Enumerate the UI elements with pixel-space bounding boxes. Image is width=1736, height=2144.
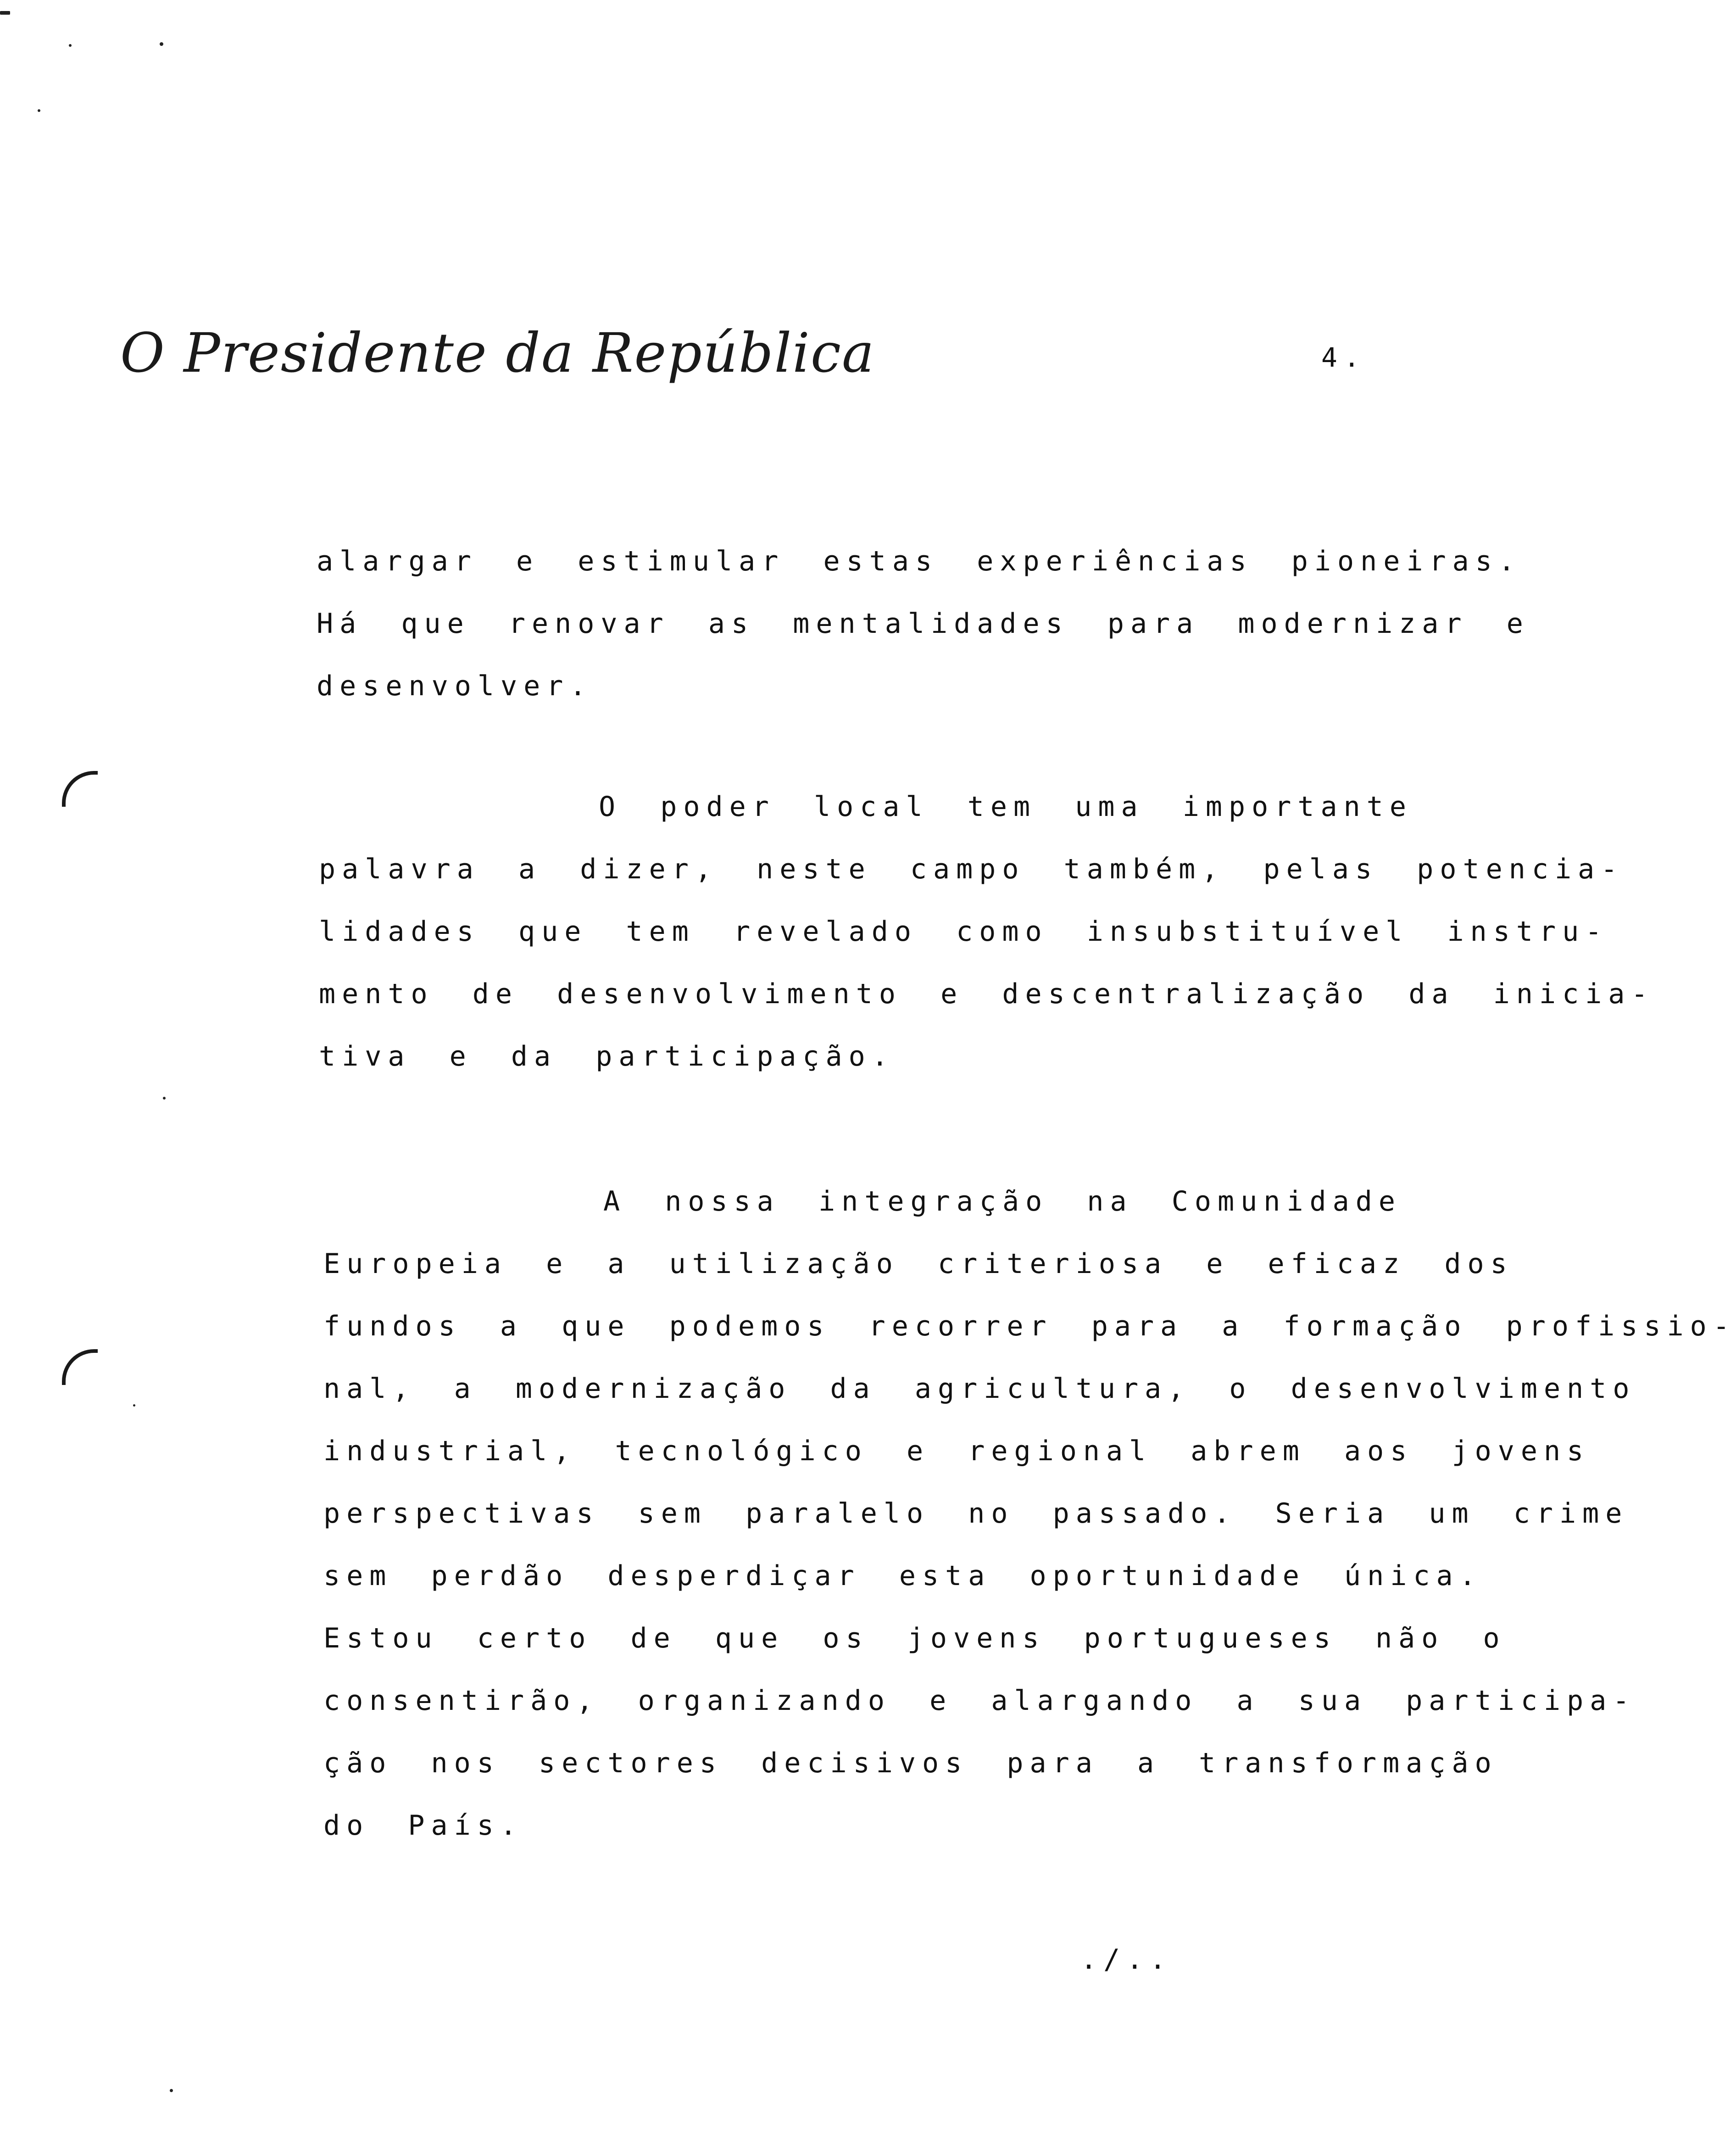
text-line: industrial, tecnológico e regional abrem aos jovens [323, 1435, 1590, 1467]
scan-speck [163, 1097, 166, 1100]
paragraph-3 [323, 1170, 1736, 1857]
text-line: fundos a que podemos recorrer para a formação profissio- [323, 1310, 1736, 1342]
text-line: perspectivas sem paralelo no passado. Seria um crime [323, 1497, 1629, 1530]
text-line: ção nos sectores decisivos para a transformação [323, 1747, 1498, 1779]
letterhead: O Presidente da República [120, 321, 875, 385]
scan-speck [160, 42, 163, 46]
page-number: 4. [1321, 342, 1366, 373]
text-line: Há que renovar as mentalidades para modernizar e [317, 608, 1530, 640]
scan-speck [69, 44, 72, 47]
text-line: do País. [323, 1809, 523, 1842]
text-line: alargar e estimular estas experiências pioneiras. [317, 545, 1522, 577]
text-line: lidades que tem revelado como insubstituível instru- [319, 916, 1608, 948]
paragraph-1 [317, 530, 1530, 717]
text-line: consentirão, organizando e alargando a sua participa- [323, 1685, 1636, 1717]
paragraph-2 [319, 776, 1654, 1088]
scan-speck [38, 109, 40, 112]
continuation-mark: ./.. [1080, 1943, 1173, 1976]
scan-speck [133, 1404, 135, 1407]
text-line: nal, a modernização da agricultura, o desenvolvimento [323, 1373, 1636, 1405]
binder-mark [62, 771, 98, 807]
binder-mark [62, 1349, 98, 1385]
text-line: mento de desenvolvimento e descentralização da inicia- [319, 978, 1654, 1010]
text-line: desenvolver. [317, 670, 593, 702]
text-line: sem perdão desperdiçar esta oportunidade única. [323, 1560, 1482, 1592]
text-line: O poder local tem uma importante [599, 791, 1413, 823]
text-line: palavra a dizer, neste campo também, pelas potencia- [319, 853, 1624, 885]
text-line: tiva e da participação. [319, 1040, 895, 1072]
text-line: A nossa integração na Comunidade [603, 1185, 1402, 1217]
scan-speck [170, 2089, 173, 2092]
scan-speck [0, 11, 10, 15]
text-line: Estou certo de que os jovens portugueses não o [323, 1622, 1506, 1654]
text-line: Europeia e a utilização criteriosa e eficaz dos [323, 1248, 1513, 1280]
